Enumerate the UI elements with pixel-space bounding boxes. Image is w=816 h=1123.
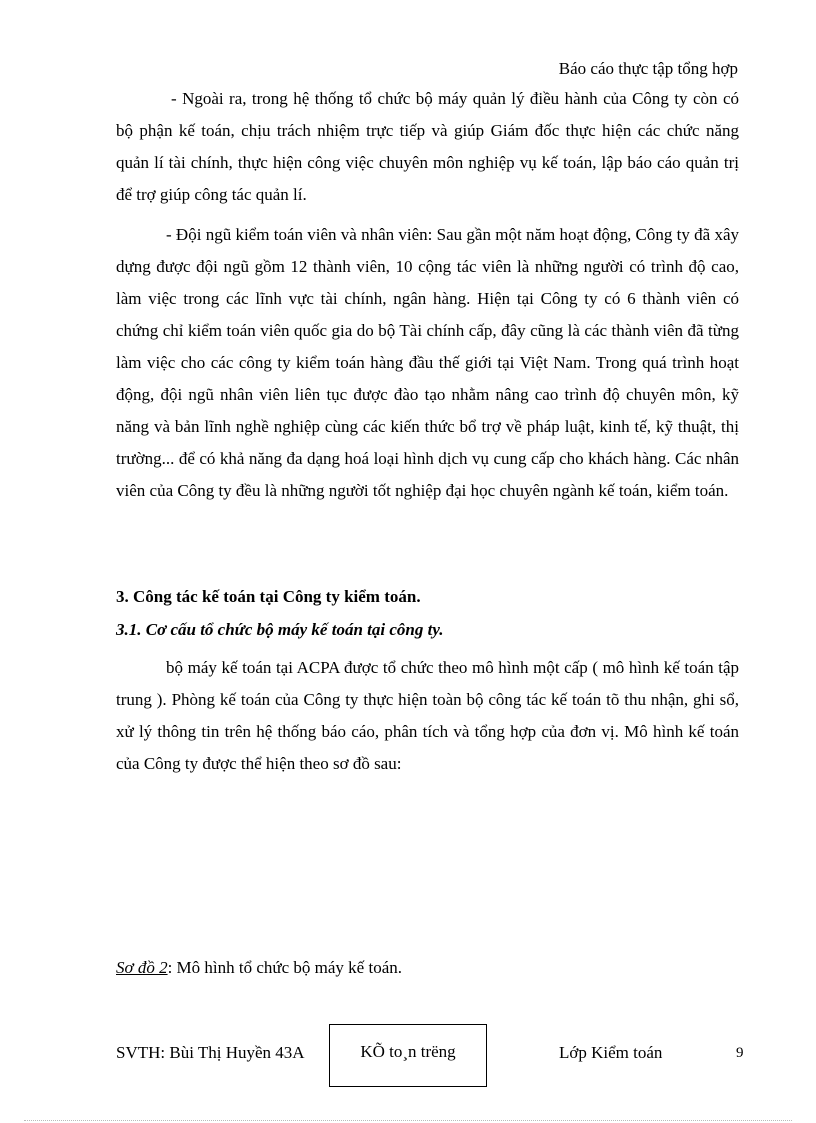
chief-accountant-box: KÕ to¸n trëng [329,1024,487,1087]
figure-caption [116,956,402,980]
page-bottom-divider [24,1120,792,1121]
footer-class: Lớp Kiểm toán [559,1043,663,1062]
paragraph-accounting-structure: bộ máy kế toán tại ACPA được tổ chức theo mô hình một cấp ( mô hình kế toán tập trung ). Phòng kế toán của Công ty thực hiện toàn bộ công tác kế toán tõ thu nhận, ghi sổ, xử lý thông tin trên hệ thống báo cáo, phân tích và tổng hợp của đơn vị. Mô hình kế toán của Công ty được thể hiện theo sơ đồ sau: [116,658,739,773]
paragraph-accounting-department: - Ngoài ra, trong hệ thống tổ chức bộ máy quản lý điều hành của Công ty còn có bộ phận kế toán, chịu trách nhiệm trực tiếp và giúp Giám đốc thực hiện các chức năng quản lí tài chính, thực hiện công việc chuyên môn nghiệp vụ kế toán, lập báo cáo quản trị để trợ giúp công tác quản lí. [116,89,739,204]
page-header: Báo cáo thực tập tổng hợp [558,59,738,78]
subsection-heading-3-1: 3.1. Cơ cấu tổ chức bộ máy kế toán tại công ty. [116,620,444,639]
figure-caption-label: Sơ đồ 2 [116,958,168,977]
footer-student: SVTH: Bùi Thị Huyền 43A [116,1043,305,1062]
paragraph-staff: - Đội ngũ kiểm toán viên và nhân viên: Sau gần một năm hoạt động, Công ty đã xây dựng được đội ngũ gồm 12 thành viên, 10 cộng tác viên là những người có trình độ cao, làm việc trong các lĩnh vực tài chính, ngân hàng. Hiện tại Công ty có 6 thành viên có chứng chỉ kiểm toán viên quốc gia do bộ Tài chính cấp, đây cũng là các thành viên đã từng làm việc cho các công ty kiểm toán hàng đầu thế giới tại Việt Nam. Trong quá trình hoạt động, đội ngũ nhân viên liên tục được đào tạo nhằm nâng cao trình độ chuyên môn, kỹ năng và bản lĩnh nghề nghiệp cùng các kiến thức bổ trợ về pháp luật, kinh tế, kỹ thuật, thị trường... để có khả năng đa dạng hoá loại hình dịch vụ cung cấp cho khách hàng. Các nhân viên của Công ty đều là những người tốt nghiệp đại học chuyên ngành kế toán, kiểm toán. [116,225,739,500]
page-number: 9 [736,1045,744,1061]
section-heading-3: 3. Công tác kế toán tại Công ty kiểm toán. [116,587,421,606]
figure-caption-text: : Mô hình tổ chức bộ máy kế toán. [167,958,403,977]
